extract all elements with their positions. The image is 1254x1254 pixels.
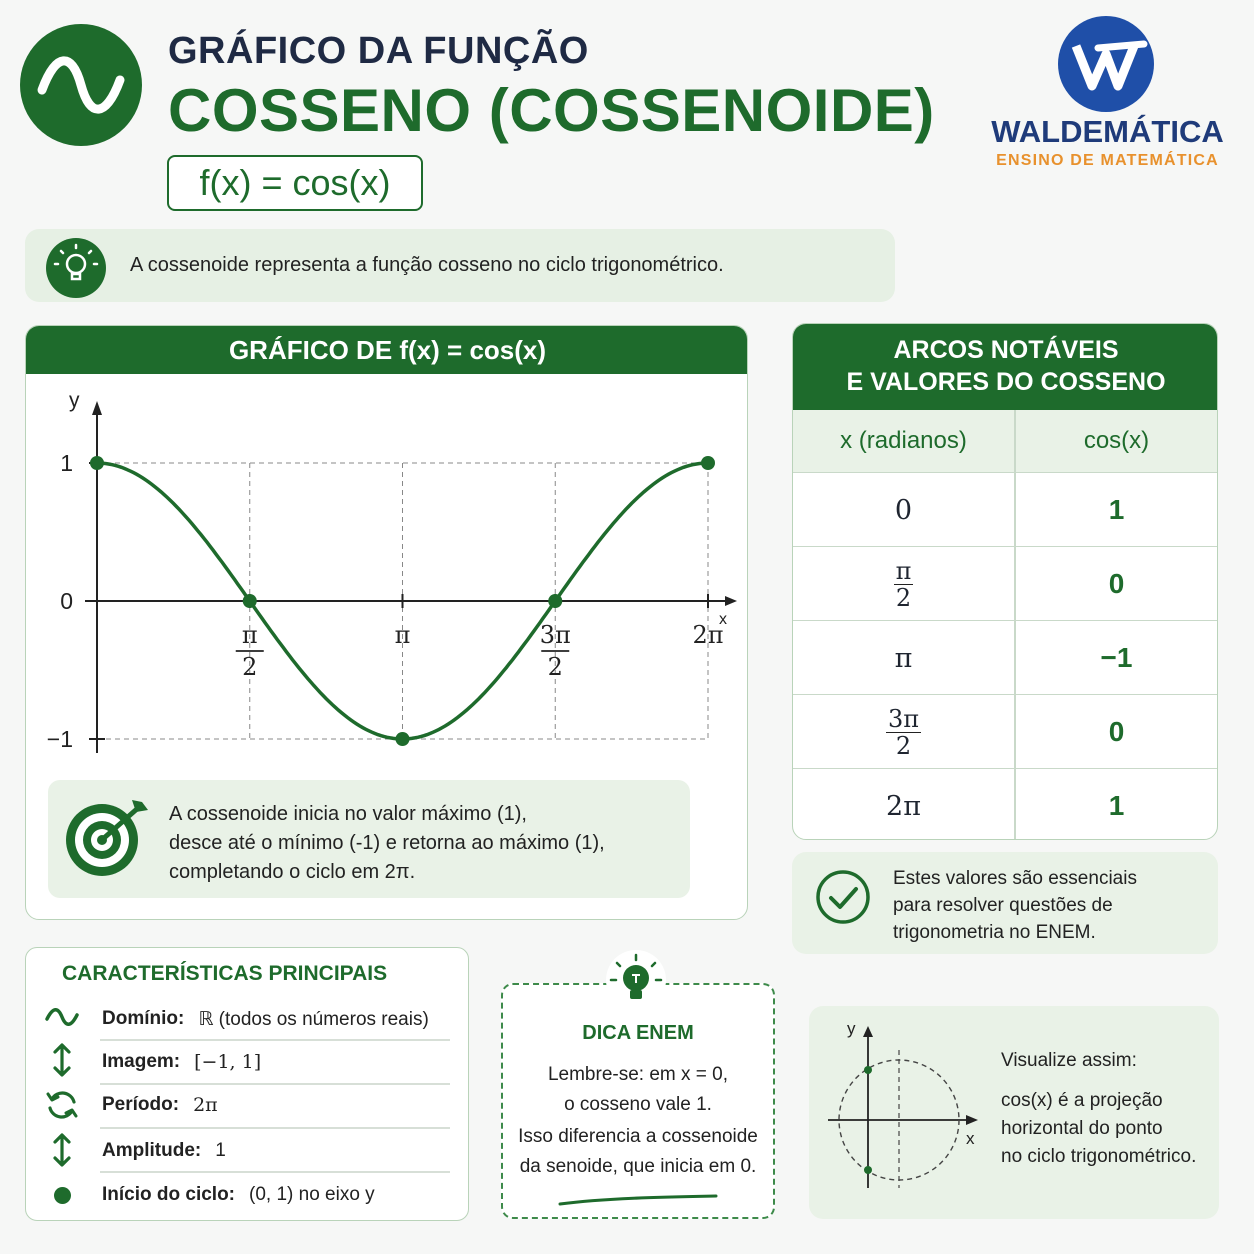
characteristic-label: Amplitude: <box>102 1140 202 1161</box>
cell-cos: 1 <box>1108 790 1125 821</box>
check-note-line: trigonometria no ENEM. <box>893 922 1096 943</box>
characteristic-item <box>102 1085 218 1125</box>
graph-note-line: completando o ciclo em 2π. <box>169 861 416 883</box>
cell-cos: 0 <box>1108 716 1125 747</box>
table-row <box>793 620 1218 694</box>
dot-icon <box>54 1187 71 1204</box>
check-circle-icon <box>815 869 871 930</box>
data-point <box>90 456 104 470</box>
visualize-title: Visualize assim: <box>1001 1050 1137 1071</box>
cell-x <box>793 695 1014 769</box>
cell-x <box>793 547 1014 621</box>
table-title-line1: ARCOS NOTÁVEIS <box>893 336 1119 364</box>
data-point <box>548 594 562 608</box>
cell-cos: 1 <box>1108 494 1125 525</box>
dica-line: o cosseno vale 1. <box>564 1094 712 1115</box>
fraction-denominator: 2 <box>895 583 912 612</box>
table-row <box>793 472 1218 546</box>
cycle-arrows-icon <box>44 1087 80 1123</box>
check-note-text <box>893 865 1137 946</box>
characteristic-value: [−1, 1] <box>194 1051 262 1073</box>
brand-logo <box>1058 16 1154 112</box>
x-tick-label-numerator: 3π <box>539 621 571 649</box>
dica-line: Isso diferencia a cossenoide <box>518 1126 758 1147</box>
characteristic-label: Período: <box>102 1094 180 1115</box>
visualize-line: horizontal do ponto <box>1001 1118 1163 1139</box>
y-axis-label: y <box>69 389 80 412</box>
y-tick-label: 0 <box>60 588 73 614</box>
fraction-numerator: 3π <box>887 704 920 733</box>
x-tick-label: π <box>394 621 411 649</box>
characteristic-label: Imagem: <box>102 1051 181 1072</box>
unit-circle-diagram <box>820 1012 990 1202</box>
visualize-line: no ciclo trigonométrico. <box>1001 1146 1197 1167</box>
vertical-arrows-icon <box>44 1132 80 1168</box>
underline-stroke <box>556 1194 720 1208</box>
wave-icon <box>20 24 142 146</box>
table-row <box>793 768 1218 840</box>
axis-label-x: x <box>966 1129 975 1148</box>
data-point <box>243 594 257 608</box>
x-axis-arrow <box>725 596 737 606</box>
lightbulb-icon <box>606 950 666 1010</box>
fraction-numerator: π <box>895 556 912 585</box>
characteristic-item <box>102 1175 375 1215</box>
characteristic-item <box>102 999 429 1039</box>
cell-cos: −1 <box>1100 642 1133 673</box>
cell-cos: 0 <box>1108 568 1125 599</box>
graph-note-line: A cossenoide inicia no valor máximo (1), <box>169 803 527 825</box>
graph-note-text <box>169 800 605 887</box>
x-axis-label: x <box>719 611 727 628</box>
formula-badge: f(x) = cos(x) <box>167 155 423 211</box>
visualize-line: cos(x) é a projeção <box>1001 1090 1163 1111</box>
y-tick-label: 1 <box>60 450 73 476</box>
lightbulb-icon <box>46 238 106 298</box>
cell-x: 2π <box>886 790 921 822</box>
graph-header: GRÁFICO DE f(x) = cos(x) <box>26 326 748 374</box>
column-header-cos: cos(x) <box>1014 410 1218 472</box>
characteristic-value: (0, 1) no eixo y <box>249 1184 375 1205</box>
characteristic-label: Domínio: <box>102 1008 185 1029</box>
header-logo-icon <box>20 24 142 146</box>
characteristic-item <box>102 1042 261 1082</box>
characteristic-value: 1 <box>215 1140 226 1161</box>
characteristic-value: ℝ (todos os números reais) <box>198 1008 429 1030</box>
brand-subtitle: ENSINO DE MATEMÁTICA <box>996 152 1219 169</box>
table-row <box>793 546 1218 620</box>
vertical-arrows-icon <box>44 1042 80 1078</box>
divider <box>100 1171 450 1173</box>
divider <box>100 1039 450 1041</box>
w-logo-icon <box>1058 16 1154 112</box>
data-point <box>701 456 715 470</box>
dica-title: DICA ENEM <box>582 1022 694 1044</box>
table-header <box>793 324 1218 410</box>
graph-note-line: desce até o mínimo (-1) e retorna ao máximo (1), <box>169 832 605 854</box>
characteristic-label: Início do ciclo: <box>102 1184 236 1205</box>
axis-label-y: y <box>847 1019 856 1038</box>
characteristic-item <box>102 1131 226 1171</box>
target-icon <box>62 796 152 885</box>
column-header-x: x (radianos) <box>793 410 1014 472</box>
divider <box>100 1127 450 1129</box>
x-tick-label: 2π <box>692 621 724 649</box>
x-tick-label-numerator: π <box>241 621 258 649</box>
values-table <box>792 323 1218 840</box>
page-title-line1: GRÁFICO DA FUNÇÃO <box>168 30 589 72</box>
y-tick-label: −1 <box>46 726 73 752</box>
dica-line: da senoide, que inicia em 0. <box>519 1156 757 1177</box>
intro-text: A cossenoide representa a função cosseno no ciclo trigonométrico. <box>130 254 724 276</box>
x-tick-label-denominator: 2 <box>547 653 563 681</box>
page-title-line2: COSSENO (COSSENOIDE) <box>168 77 935 144</box>
check-note-line: para resolver questões de <box>893 895 1113 916</box>
x-tick-label-denominator: 2 <box>242 653 258 681</box>
characteristics-title: CARACTERÍSTICAS PRINCIPAIS <box>62 962 388 985</box>
cell-x: π <box>894 642 913 674</box>
fraction-denominator: 2 <box>895 731 912 760</box>
characteristic-value: 2π <box>193 1094 218 1116</box>
table-row <box>793 694 1218 768</box>
check-note-line: Estes valores são essenciais <box>893 868 1137 889</box>
data-point <box>396 732 410 746</box>
table-title-line2: E VALORES DO COSSENO <box>846 368 1166 396</box>
dica-line: Lembre-se: em x = 0, <box>547 1064 729 1085</box>
cosine-chart <box>25 373 748 773</box>
cell-x: 0 <box>894 494 913 526</box>
brand-name: WALDEMÁTICA <box>991 114 1224 149</box>
wave-icon <box>44 999 80 1035</box>
y-axis-arrow <box>92 401 102 415</box>
